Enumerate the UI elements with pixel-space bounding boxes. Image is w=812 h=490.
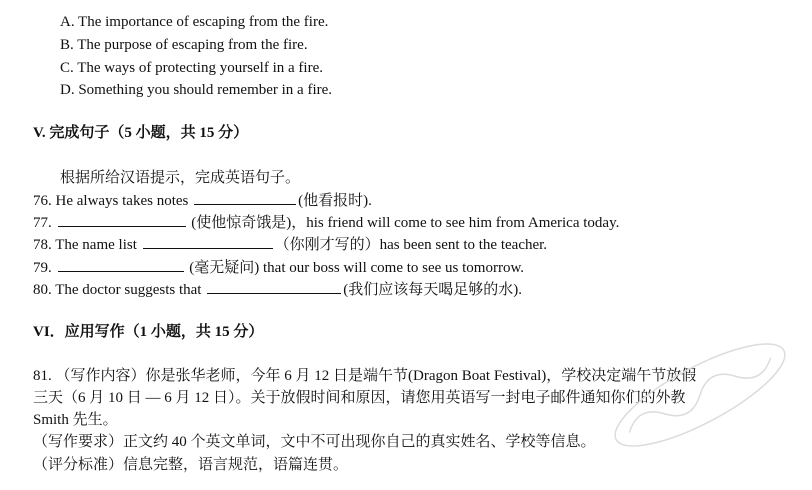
item-78 [33, 234, 547, 255]
section-6-heading: VI．应用写作（1 小题，共 15 分） [33, 324, 264, 340]
option-a: A. The importance of escaping from the fire. [60, 14, 329, 30]
writing-task-line-2: 三天（6 月 10 日 — 6 月 12 日）。关于放假时间和原因，请您用英语写一封电子邮件通知你们的外教 [33, 390, 686, 406]
item-77-text-before: 77. [33, 215, 56, 231]
section-5-heading: V. 完成句子（5 小题，共 15 分） [33, 125, 249, 141]
item-79-text-after: (毫无疑问) that our boss will come to see us tomorrow. [185, 260, 525, 276]
answer-blank[interactable] [58, 212, 186, 227]
option-b: B. The purpose of escaping from the fire. [60, 37, 308, 53]
item-79 [33, 257, 524, 278]
item-78-text-after: （你刚才写的）has been sent to the teacher. [274, 237, 548, 253]
item-80 [33, 279, 522, 300]
grading-criteria: （评分标准）信息完整，语言规范，语篇连贯。 [33, 457, 349, 473]
answer-blank[interactable] [58, 257, 184, 272]
section-5-instruction: 根据所给汉语提示，完成英语句子。 [60, 170, 301, 186]
item-76-text-after: (他看报时). [298, 193, 372, 209]
writing-requirements: （写作要求）正文约 40 个英文单词，文中不可出现你自己的真实姓名、学校等信息。 [33, 434, 596, 450]
item-78-text-before: 78. The name list [33, 237, 141, 253]
item-76-text-before: 76. He always takes notes [33, 193, 193, 209]
answer-blank[interactable] [194, 190, 296, 205]
answer-blank[interactable] [207, 279, 341, 294]
writing-task-line-3: Smith 先生。 [33, 412, 118, 428]
item-77 [33, 212, 619, 233]
item-80-text-after: (我们应该每天喝足够的水). [343, 282, 522, 298]
answer-blank[interactable] [143, 234, 273, 249]
option-d: D. Something you should remember in a fire. [60, 82, 333, 98]
writing-task-line-1: 81. （写作内容）你是张华老师，今年 6 月 12 日是端午节(Dragon Boat Festival)，学校决定端午节放假 [33, 368, 697, 384]
item-80-text-before: 80. The doctor suggests that [33, 282, 206, 298]
item-76 [33, 190, 372, 211]
item-79-text-before: 79. [33, 260, 56, 276]
option-c: C. The ways of protecting yourself in a fire. [60, 60, 323, 76]
item-77-text-after: (使他惊奇饿是)，his friend will come to see him from America today. [187, 215, 620, 231]
